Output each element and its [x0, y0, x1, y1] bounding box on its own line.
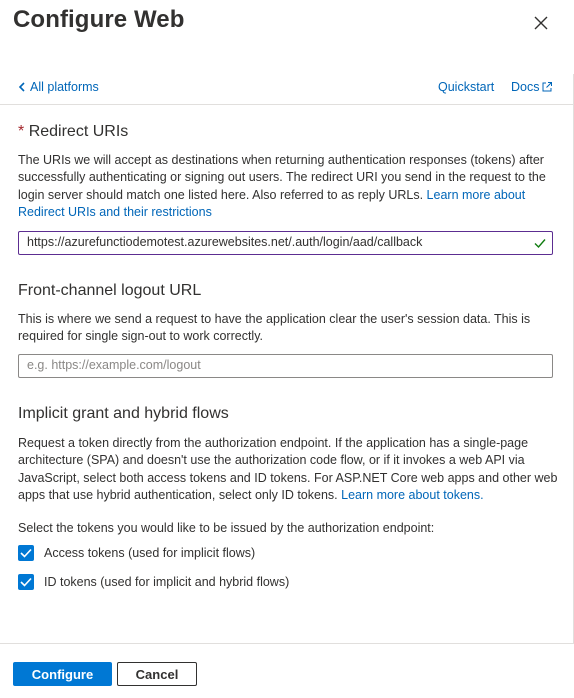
cancel-button[interactable]: Cancel — [117, 662, 197, 686]
logout-url-field[interactable] — [18, 354, 553, 378]
redirect-uri-field[interactable] — [18, 231, 553, 255]
quickstart-link[interactable]: Quickstart — [438, 80, 495, 94]
logout-url-title: Front-channel logout URL — [18, 282, 202, 299]
logout-url-description: This is where we send a request to have the application clear the user's session data. This is required for single sign-out to work correctly. — [18, 312, 531, 344]
all-platforms-link[interactable] — [18, 80, 99, 94]
required-marker: * — [18, 123, 25, 140]
platform-nav-bar — [0, 74, 574, 105]
all-platforms-label: All platforms — [30, 80, 99, 94]
id-tokens-label: ID tokens (used for implicit and hybrid flows) — [44, 575, 290, 589]
id-tokens-checkbox[interactable] — [18, 574, 34, 590]
implicit-grant-title: Implicit grant and hybrid flows — [18, 405, 229, 422]
redirect-uris-text: The URIs we will accept as destinations when returning authentication responses (tokens) after successfully authenticating or signing out users. The redirect URI you send in the request to the login server should match one listed here. Also referred to as reply URLs. — [18, 153, 546, 202]
external-link-icon — [541, 81, 553, 93]
redirect-uri-input[interactable] — [27, 235, 527, 249]
redirect-uris-heading — [18, 123, 128, 141]
access-tokens-checkbox[interactable] — [18, 545, 34, 561]
redirect-uris-title: Redirect URIs — [28, 123, 129, 140]
id-tokens-option[interactable] — [18, 574, 289, 590]
redirect-uris-learn-more-link[interactable]: Learn more about Redirect URIs and their restrictions — [18, 187, 526, 219]
configure-button[interactable]: Configure — [13, 662, 112, 686]
token-select-prompt: Select the tokens you would like to be issued by the authorization endpoint: — [18, 521, 435, 535]
logout-url-input[interactable] — [27, 358, 527, 372]
docs-label: Docs — [511, 80, 540, 94]
tokens-learn-more-link[interactable]: Learn more about tokens. — [341, 487, 484, 502]
chevron-left-icon — [18, 82, 26, 92]
implicit-grant-text: Request a token directly from the authorization endpoint. If the application has a single-page architecture (SPA) and doesn't use the authorization code flow, or if it invokes a web API via JavaScript, select both access tokens and ID tokens. For ASP.NET Core web apps and other web apps that use hybrid authentication, select only ID tokens. — [18, 436, 558, 502]
docs-link[interactable] — [511, 80, 553, 94]
implicit-grant-description — [18, 435, 558, 504]
checkmark-icon — [20, 548, 32, 558]
redirect-uris-description — [18, 152, 558, 221]
footer-divider — [0, 643, 574, 644]
panel-title: Configure Web — [13, 6, 185, 33]
valid-checkmark-icon — [534, 237, 546, 249]
access-tokens-label: Access tokens (used for implicit flows) — [44, 546, 256, 560]
checkmark-icon — [20, 577, 32, 587]
close-icon[interactable] — [530, 12, 552, 34]
access-tokens-option[interactable] — [18, 545, 255, 561]
